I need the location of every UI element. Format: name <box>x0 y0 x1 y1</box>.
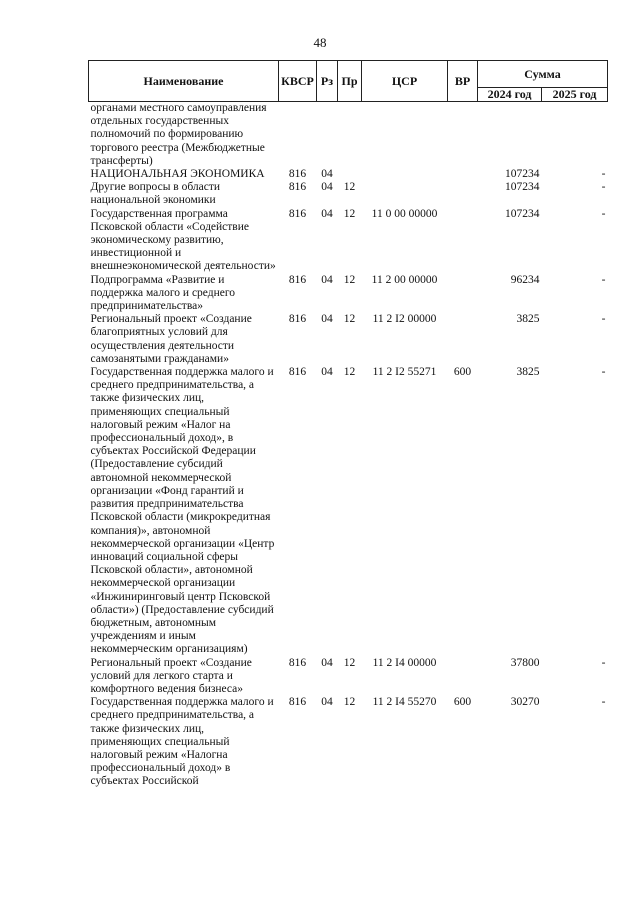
row-pr: 12 <box>343 273 356 286</box>
row-csr <box>362 168 448 181</box>
header-2025: 2025 год <box>542 88 608 102</box>
table-row <box>89 274 608 314</box>
row-vr <box>448 181 478 207</box>
row-kvsr <box>279 102 317 169</box>
row-csr: 11 2 I4 55270 <box>372 696 437 709</box>
header-sum: Сумма <box>478 61 608 88</box>
header-rz: Рз <box>317 61 338 102</box>
row-2025: - <box>601 273 606 286</box>
row-vr <box>448 168 478 181</box>
row-vr: 600 <box>453 696 472 709</box>
row-vr <box>448 274 478 314</box>
row-rz: 04 <box>321 696 333 709</box>
table-row <box>89 102 608 169</box>
row-csr: 11 2 I2 55271 <box>372 366 437 379</box>
row-name: Государственная поддержка малого и среднего предпринимательства, а также физических лиц, применяющих специальный налоговый режим «Налог на профессиональный доход», в субъектах Российской Федерации (Предоставление субсидий автономной некоммерческой организации «Фонд гарантий и развития предпринимательства Псковской области (микрокредитная компания)», автономной некоммерческой организации «Центр инноваций социальной сферы Псковской области», автономной некоммерческой организации «Инжиниринговый центр Псковской области») (Предоставление субсидий бюджетным, автономным учреждениям и иным некоммерческим организациям) <box>90 366 275 656</box>
row-name: Региональный проект «Создание условий для легкого старта и комфортного ведения бизнеса» <box>90 656 252 695</box>
row-name: НАЦИОНАЛЬНАЯ ЭКОНОМИКА <box>90 168 265 181</box>
row-2025: - <box>601 366 606 379</box>
row-vr: 600 <box>453 366 472 379</box>
table-row <box>89 696 608 788</box>
row-vr <box>448 313 478 366</box>
header-vr: ВР <box>448 61 478 102</box>
row-name: Другие вопросы в области национальной экономики <box>90 181 221 207</box>
budget-table <box>88 60 608 789</box>
row-csr: 11 0 00 00000 <box>371 207 438 220</box>
page-number: 48 <box>313 35 327 50</box>
row-2025: - <box>601 656 606 669</box>
row-pr <box>338 102 362 169</box>
table-row <box>89 181 608 207</box>
row-2025: - <box>601 696 606 709</box>
row-2024: 3825 <box>516 313 540 326</box>
row-kvsr: 816 <box>288 181 307 194</box>
header-kvsr: КВСР <box>279 61 317 102</box>
row-name: Государственная поддержка малого и среднего предпринимательства, а также физических лиц, применяющих специальный налоговый режим «Налогна профессиональный доход» в субъектах Российской <box>90 696 274 788</box>
row-rz: 04 <box>321 273 333 286</box>
row-kvsr: 816 <box>288 656 307 669</box>
header-2024: 2024 год <box>478 88 542 102</box>
table-row <box>89 366 608 656</box>
table-row <box>89 657 608 697</box>
row-2024 <box>478 102 542 169</box>
row-2024: 30270 <box>510 696 540 709</box>
header-pr: Пр <box>338 61 362 102</box>
header-csr: ЦСР <box>362 61 448 102</box>
row-rz <box>317 102 338 169</box>
row-name: органами местного самоуправления отдельных государственных полномочий по формированию торгового реестра (Межбюджетные трансферты) <box>90 102 267 167</box>
row-kvsr: 816 <box>288 313 307 326</box>
row-rz: 04 <box>321 656 333 669</box>
row-rz: 04 <box>321 207 333 220</box>
row-rz: 04 <box>321 181 333 194</box>
row-csr <box>362 181 448 207</box>
row-kvsr: 816 <box>288 273 307 286</box>
row-2024: 107234 <box>505 168 540 181</box>
table-row <box>89 168 608 181</box>
table-header <box>89 61 608 102</box>
row-pr: 12 <box>343 181 356 194</box>
row-pr: 12 <box>343 366 356 379</box>
row-kvsr: 816 <box>288 366 307 379</box>
row-kvsr: 816 <box>288 207 307 220</box>
row-rz: 04 <box>321 313 333 326</box>
row-pr <box>338 168 362 181</box>
row-2025: - <box>601 181 606 194</box>
row-name: Региональный проект «Создание благоприятных условий для осуществления деятельности самозанятыми гражданами» <box>90 313 252 365</box>
row-2024: 37800 <box>510 656 540 669</box>
row-pr: 12 <box>343 656 356 669</box>
row-2024: 107234 <box>505 207 540 220</box>
row-csr <box>362 102 448 169</box>
row-2024: 107234 <box>505 181 540 194</box>
row-2025: - <box>601 313 606 326</box>
row-csr: 11 2 I4 00000 <box>372 656 437 669</box>
row-pr: 12 <box>343 207 356 220</box>
row-pr: 12 <box>343 696 356 709</box>
row-kvsr: 816 <box>288 696 307 709</box>
row-2025: - <box>601 168 606 181</box>
table-row <box>89 313 608 366</box>
row-pr: 12 <box>343 313 356 326</box>
row-vr <box>448 657 478 697</box>
row-2025: - <box>601 207 606 220</box>
row-2025 <box>542 102 608 169</box>
row-vr <box>448 208 478 274</box>
row-vr <box>448 102 478 169</box>
row-csr: 11 2 I2 00000 <box>372 313 437 326</box>
header-name: Наименование <box>89 61 279 102</box>
row-2024: 3825 <box>516 366 540 379</box>
table-row <box>89 208 608 274</box>
row-name: Подпрограмма «Развитие и поддержка малого и среднего предпринимательства» <box>90 273 236 313</box>
row-name: Государственная программа Псковской области «Содействие экономическому развитию, инвестиционной и внешнеэкономической деятельности» <box>90 207 276 273</box>
row-rz: 04 <box>321 168 333 181</box>
row-2024: 96234 <box>510 273 540 286</box>
row-kvsr: 816 <box>288 168 307 181</box>
row-rz: 04 <box>321 366 333 379</box>
row-csr: 11 2 00 00000 <box>371 273 438 286</box>
